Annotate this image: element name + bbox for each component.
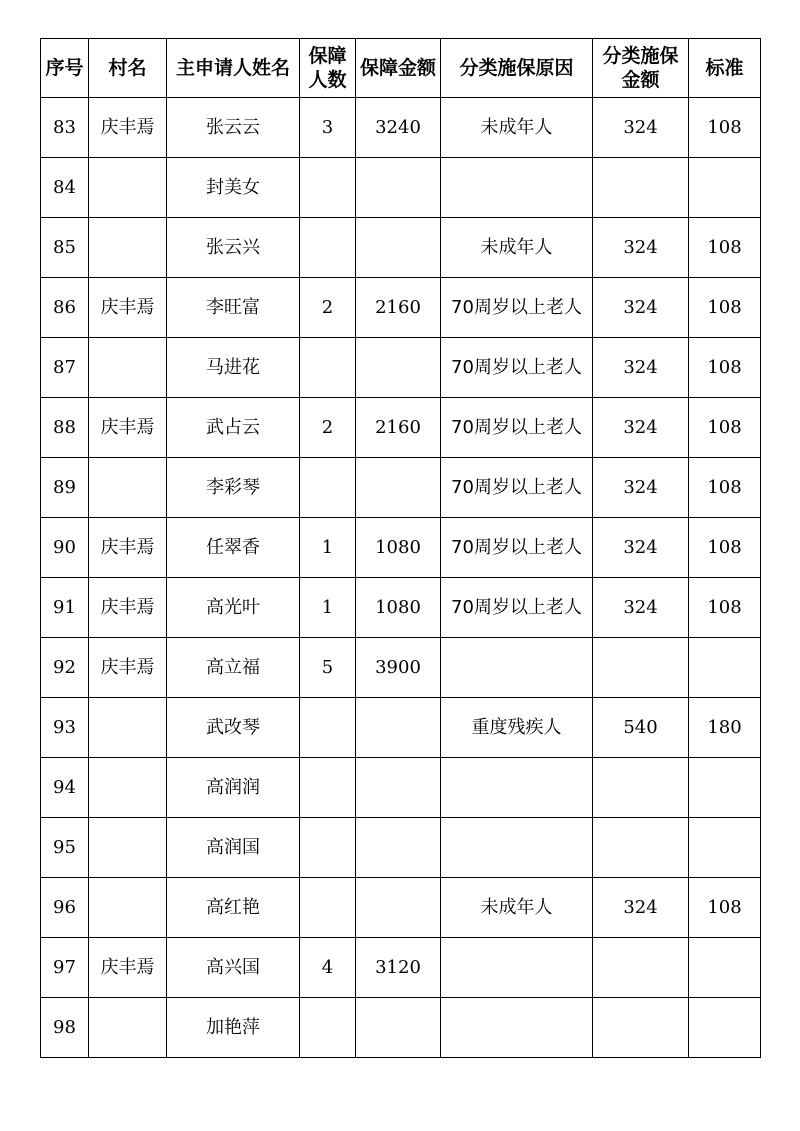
amount-cell: 3900	[356, 638, 441, 698]
class-amount-cell: 324	[593, 218, 689, 278]
class-amount-cell: 324	[593, 398, 689, 458]
count-cell	[300, 338, 356, 398]
name-cell: 张云兴	[167, 218, 300, 278]
header-count: 保障人数	[300, 39, 356, 98]
table-row	[41, 758, 761, 818]
village-cell: 庆丰焉	[89, 278, 167, 338]
standard-cell: 108	[689, 98, 761, 158]
village-cell: 庆丰焉	[89, 578, 167, 638]
amount-cell	[356, 878, 441, 938]
reason-cell: 70周岁以上老人	[441, 578, 593, 638]
name-cell: 高润润	[167, 758, 300, 818]
seq-cell: 95	[41, 818, 89, 878]
table-row	[41, 818, 761, 878]
amount-cell	[356, 698, 441, 758]
standard-cell: 108	[689, 218, 761, 278]
reason-cell	[441, 158, 593, 218]
name-cell: 任翠香	[167, 518, 300, 578]
reason-cell: 未成年人	[441, 218, 593, 278]
header-applicant-name: 主申请人姓名	[167, 39, 300, 98]
village-cell	[89, 158, 167, 218]
village-cell	[89, 218, 167, 278]
standard-cell: 108	[689, 518, 761, 578]
name-cell: 马进花	[167, 338, 300, 398]
count-cell: 2	[300, 278, 356, 338]
village-cell	[89, 338, 167, 398]
class-amount-cell	[593, 158, 689, 218]
name-cell: 李旺富	[167, 278, 300, 338]
village-cell: 庆丰焉	[89, 98, 167, 158]
class-amount-cell: 324	[593, 98, 689, 158]
amount-cell: 1080	[356, 518, 441, 578]
standard-cell	[689, 158, 761, 218]
table-row	[41, 458, 761, 518]
village-cell: 庆丰焉	[89, 938, 167, 998]
reason-cell: 未成年人	[441, 878, 593, 938]
class-amount-cell: 324	[593, 878, 689, 938]
table-row	[41, 338, 761, 398]
header-reason: 分类施保原因	[441, 39, 593, 98]
seq-cell: 91	[41, 578, 89, 638]
name-cell: 高光叶	[167, 578, 300, 638]
village-cell	[89, 998, 167, 1058]
seq-cell: 90	[41, 518, 89, 578]
standard-cell: 108	[689, 578, 761, 638]
seq-cell: 84	[41, 158, 89, 218]
village-cell: 庆丰焉	[89, 518, 167, 578]
amount-cell	[356, 818, 441, 878]
standard-cell: 108	[689, 878, 761, 938]
class-amount-cell: 324	[593, 278, 689, 338]
count-cell	[300, 698, 356, 758]
amount-cell: 3240	[356, 98, 441, 158]
reason-cell	[441, 998, 593, 1058]
name-cell: 高兴国	[167, 938, 300, 998]
reason-cell: 重度残疾人	[441, 698, 593, 758]
standard-cell	[689, 758, 761, 818]
table-body	[41, 98, 761, 1058]
reason-cell: 未成年人	[441, 98, 593, 158]
count-cell	[300, 878, 356, 938]
reason-cell	[441, 938, 593, 998]
amount-cell	[356, 158, 441, 218]
standard-cell: 108	[689, 398, 761, 458]
count-cell	[300, 758, 356, 818]
assistance-table	[40, 38, 761, 1058]
table-row	[41, 998, 761, 1058]
standard-cell	[689, 638, 761, 698]
seq-cell: 96	[41, 878, 89, 938]
village-cell	[89, 758, 167, 818]
village-cell	[89, 458, 167, 518]
reason-cell	[441, 818, 593, 878]
village-cell	[89, 698, 167, 758]
seq-cell: 97	[41, 938, 89, 998]
table-row	[41, 578, 761, 638]
header-row	[41, 39, 761, 98]
table-row	[41, 518, 761, 578]
seq-cell: 83	[41, 98, 89, 158]
name-cell: 高润国	[167, 818, 300, 878]
seq-cell: 98	[41, 998, 89, 1058]
table-row	[41, 938, 761, 998]
seq-cell: 87	[41, 338, 89, 398]
standard-cell: 108	[689, 338, 761, 398]
reason-cell: 70周岁以上老人	[441, 458, 593, 518]
amount-cell	[356, 218, 441, 278]
seq-cell: 89	[41, 458, 89, 518]
name-cell: 封美女	[167, 158, 300, 218]
reason-cell: 70周岁以上老人	[441, 518, 593, 578]
header-amount: 保障金额	[356, 39, 441, 98]
table-row	[41, 698, 761, 758]
class-amount-cell	[593, 758, 689, 818]
class-amount-cell	[593, 938, 689, 998]
table-row	[41, 158, 761, 218]
count-cell	[300, 818, 356, 878]
seq-cell: 86	[41, 278, 89, 338]
header-class-amount: 分类施保金额	[593, 39, 689, 98]
table-row	[41, 878, 761, 938]
header-village: 村名	[89, 39, 167, 98]
standard-cell: 108	[689, 278, 761, 338]
class-amount-cell: 324	[593, 578, 689, 638]
name-cell: 高红艳	[167, 878, 300, 938]
count-cell: 2	[300, 398, 356, 458]
class-amount-cell	[593, 638, 689, 698]
amount-cell	[356, 338, 441, 398]
count-cell: 4	[300, 938, 356, 998]
count-cell: 5	[300, 638, 356, 698]
class-amount-cell	[593, 818, 689, 878]
standard-cell	[689, 818, 761, 878]
count-cell	[300, 218, 356, 278]
count-cell	[300, 158, 356, 218]
amount-cell: 2160	[356, 278, 441, 338]
amount-cell	[356, 458, 441, 518]
table-row	[41, 98, 761, 158]
class-amount-cell: 324	[593, 518, 689, 578]
class-amount-cell: 540	[593, 698, 689, 758]
table-row	[41, 398, 761, 458]
table-row	[41, 638, 761, 698]
standard-cell	[689, 998, 761, 1058]
seq-cell: 93	[41, 698, 89, 758]
village-cell	[89, 818, 167, 878]
count-cell: 1	[300, 518, 356, 578]
reason-cell: 70周岁以上老人	[441, 278, 593, 338]
header-standard: 标准	[689, 39, 761, 98]
count-cell	[300, 458, 356, 518]
reason-cell	[441, 638, 593, 698]
seq-cell: 92	[41, 638, 89, 698]
table-row	[41, 278, 761, 338]
amount-cell	[356, 998, 441, 1058]
seq-cell: 94	[41, 758, 89, 818]
standard-cell	[689, 938, 761, 998]
reason-cell: 70周岁以上老人	[441, 398, 593, 458]
table-row	[41, 218, 761, 278]
name-cell: 高立福	[167, 638, 300, 698]
village-cell	[89, 878, 167, 938]
seq-cell: 88	[41, 398, 89, 458]
reason-cell	[441, 758, 593, 818]
name-cell: 武占云	[167, 398, 300, 458]
name-cell: 武改琴	[167, 698, 300, 758]
count-cell	[300, 998, 356, 1058]
seq-cell: 85	[41, 218, 89, 278]
amount-cell: 3120	[356, 938, 441, 998]
name-cell: 张云云	[167, 98, 300, 158]
amount-cell: 2160	[356, 398, 441, 458]
class-amount-cell	[593, 998, 689, 1058]
standard-cell: 180	[689, 698, 761, 758]
count-cell: 3	[300, 98, 356, 158]
village-cell: 庆丰焉	[89, 398, 167, 458]
reason-cell: 70周岁以上老人	[441, 338, 593, 398]
count-cell: 1	[300, 578, 356, 638]
standard-cell: 108	[689, 458, 761, 518]
amount-cell	[356, 758, 441, 818]
amount-cell: 1080	[356, 578, 441, 638]
class-amount-cell: 324	[593, 458, 689, 518]
header-seq: 序号	[41, 39, 89, 98]
name-cell: 加艳萍	[167, 998, 300, 1058]
class-amount-cell: 324	[593, 338, 689, 398]
village-cell: 庆丰焉	[89, 638, 167, 698]
name-cell: 李彩琴	[167, 458, 300, 518]
